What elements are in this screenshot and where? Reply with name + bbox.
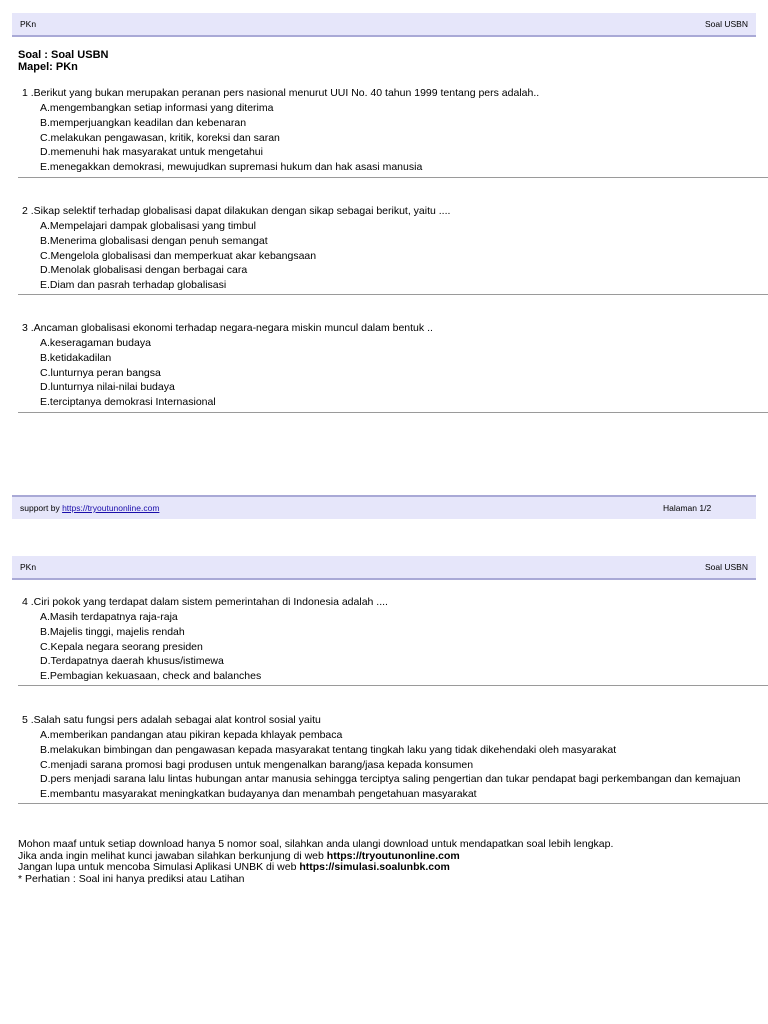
option-c: C.menjadi sarana promosi bagi produsen untuk mengenalkan barang/jasa kepada konsumen <box>40 758 474 771</box>
notes-line-2: Jika anda ingin melihat kunci jawaban silahkan berkunjung di web https://tryoutunonline.com <box>18 849 460 862</box>
option-b: B.memperjuangkan keadilan dan kebenaran <box>40 116 247 129</box>
question-4 <box>18 595 768 684</box>
option-b: B.ketidakadilan <box>40 351 112 364</box>
page-number: Halaman 1/2 <box>663 503 712 513</box>
question-stem: 5 .Salah satu fungsi pers adalah sebagai alat kontrol sosial yaitu <box>22 714 321 726</box>
question-3 <box>18 321 768 410</box>
notes-line-1: Mohon maaf untuk setiap download hanya 5 nomor soal, silahkan anda ulangi download untuk mendapatkan soal lebih lengkap. <box>18 838 614 850</box>
exam-mapel: Mapel: PKn <box>18 61 78 73</box>
divider <box>18 177 768 178</box>
option-e: E.terciptanya demokrasi Internasional <box>40 396 216 409</box>
option-d: D.lunturnya nilai-nilai budaya <box>40 381 175 394</box>
option-a: A.Masih terdapatnya raja-raja <box>40 611 178 623</box>
question-stem: 3 .Ancaman globalisasi ekonomi terhadap negara-negara miskin muncul dalam bentuk .. <box>22 322 433 334</box>
question-stem: 1 .Berikut yang bukan merupakan peranan pers nasional menurut UUI No. 40 tahun 1999 tentang pers adalah.. <box>22 87 540 99</box>
option-d: D.Terdapatnya daerah khusus/istimewa <box>40 655 224 668</box>
option-b: B.Menerima globalisasi dengan penuh semangat <box>40 234 268 247</box>
option-a: A.memberikan pandangan atau pikiran kepada khlayak pembaca <box>40 729 343 741</box>
answer-key-link: https://tryoutunonline.com <box>326 849 460 862</box>
option-c: C.melakukan pengawasan, kritik, koreksi dan saran <box>40 131 280 144</box>
support-text: support by https://tryoutunonline.com <box>20 503 160 513</box>
question-stem: 4 .Ciri pokok yang terdapat dalam sistem pemerintahan di Indonesia adalah .... <box>22 596 388 608</box>
option-b: B.melakukan bimbingan dan pengawasan kepada masyarakat tentang tingkah laku yang tidak dikehendaki oleh masyarakat <box>40 743 617 756</box>
option-c: C.lunturnya peran bangsa <box>40 366 161 379</box>
header-subject: PKn <box>20 19 37 29</box>
question-stem: 2 .Sikap selektif terhadap globalisasi dapat dilakukan dengan sikap sebagai berikut, yaitu .... <box>22 205 451 217</box>
question-1 <box>18 86 768 175</box>
option-d: D.Menolak globalisasi dengan berbagai cara <box>40 264 248 277</box>
header-title: Soal USBN <box>705 19 748 29</box>
option-d: D.pers menjadi sarana lalu lintas hubungan antar manusia sehingga terciptya saling pengertian dan tukar pendapat bagi perkembangan dan kemajuan <box>40 773 741 786</box>
option-a: A.mengembangkan setiap informasi yang diterima <box>40 102 274 114</box>
option-d: D.memenuhi hak masyarakat untuk mengetahui <box>40 146 263 159</box>
divider <box>18 412 768 413</box>
notes-line-3: Jangan lupa untuk mencoba Simulasi Aplikasi UNBK di web https://simulasi.soalunbk.com <box>18 861 450 873</box>
option-c: C.Mengelola globalisasi dan memperkuat akar kebangsaan <box>40 249 317 262</box>
question-2 <box>18 204 768 293</box>
divider <box>18 294 768 295</box>
divider <box>18 685 768 686</box>
closing-notes <box>18 839 613 885</box>
header-title: Soal USBN <box>705 562 748 572</box>
notes-line-4: * Perhatian : Soal ini hanya prediksi atau Latihan <box>18 872 245 885</box>
exam-meta <box>18 49 108 73</box>
header-subject: PKn <box>20 562 37 572</box>
question-5 <box>18 713 768 802</box>
option-e: E.membantu masyarakat meningkatkan budayanya dan menambah pengetahuan masyarakat <box>40 788 477 801</box>
divider <box>18 803 768 804</box>
exam-soal: Soal : Soal USBN <box>18 49 109 61</box>
option-e: E.Pembagian kekuasaan, check and balanches <box>40 670 262 683</box>
page-header <box>12 13 756 37</box>
page-footer <box>12 495 756 519</box>
option-b: B.Majelis tinggi, majelis rendah <box>40 625 185 638</box>
option-e: E.menegakkan demokrasi, mewujudkan supremasi hukum dan hak asasi manusia <box>40 161 423 174</box>
option-a: A.keseragaman budaya <box>40 337 151 349</box>
option-a: A.Mempelajari dampak globalisasi yang timbul <box>40 220 256 232</box>
support-link[interactable]: https://tryoutunonline.com <box>62 503 160 513</box>
option-c: C.Kepala negara seorang presiden <box>40 640 203 653</box>
page-header <box>12 556 756 580</box>
option-e: E.Diam dan pasrah terhadap globalisasi <box>40 279 227 292</box>
simulation-link: https://simulasi.soalunbk.com <box>299 861 450 873</box>
